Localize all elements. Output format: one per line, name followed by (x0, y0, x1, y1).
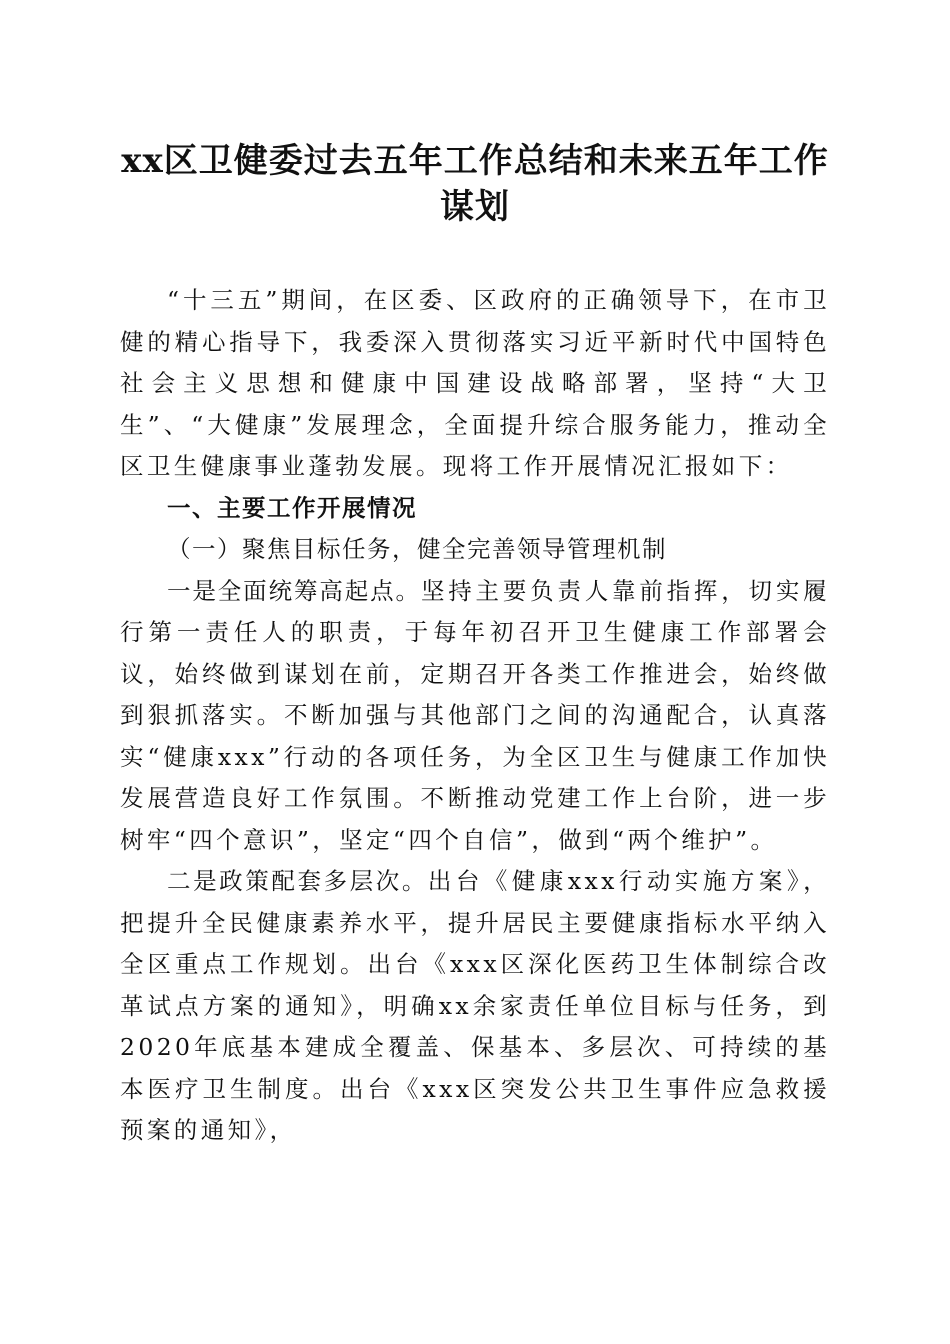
document-body (120, 280, 830, 1152)
point-two-paragraph (120, 861, 830, 1152)
subsection-heading: （一）聚焦目标任务，健全完善领导管理机制 (167, 535, 667, 563)
point-one-lead: 一是全面统筹高起点。 (167, 576, 421, 605)
point-two-text: 出台《健康xxx行动实施方案》，把提升全民健康素养水平，提升居民主要健康指标水平纳入全区重点工作规划。出台《xxx区深化医药卫生体制综合改革试点方案的通知》，明确xx余家责任单位目标与任务，到2020年底基本建成全覆盖、保基本、多层次、可持续的基本医疗卫生制度。出台《xxx区突发公共卫生事件应急救援预案的通知》， (120, 867, 830, 1144)
point-one-paragraph (120, 571, 830, 862)
intro-paragraph: “十三五”期间，在区委、区政府的正确领导下，在市卫健的精心指导下，我委深入贯彻落实习近平新时代中国特色社会主义思想和健康中国建设战略部署，坚持“大卫生”、“大健康”发展理念，全面提升综合服务能力，推动全区卫生健康事业蓬勃发展。现将工作开展情况汇报如下： (120, 286, 830, 480)
point-two-lead: 二是政策配套多层次。 (167, 867, 428, 895)
document-title: xx区卫健委过去五年工作总结和未来五年工作谋划 (121, 141, 829, 227)
section-heading: 一、主要工作开展情况 (167, 493, 417, 522)
point-one-text: 坚持主要负责人靠前指挥，切实履行第一责任人的职责，于每年初召开卫生健康工作部署会议，始终做到谋划在前，定期召开各类工作推进会，始终做到狠抓落实。不断加强与其他部门之间的沟通配合，认真落实“健康xxx”行动的各项任务，为全区卫生与健康工作加快发展营造良好工作氛围。不断推动党建工作上台阶，进一步树牢“四个意识”，坚定“四个自信”，做到“两个维护”。 (120, 576, 831, 854)
